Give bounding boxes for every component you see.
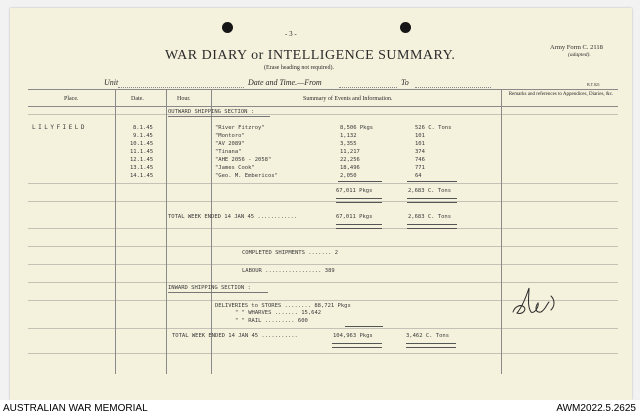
form-title: WAR DIARY or INTELLIGENCE SUMMARY. (165, 48, 456, 63)
row-rule (28, 264, 618, 265)
outward-pkgs: 3,355 (340, 141, 357, 147)
inward-total-pkgs-double-rule (332, 343, 382, 348)
row-rule (28, 201, 618, 202)
outward-date: 9.1.45 (133, 133, 153, 139)
outward-date: 10.1.45 (130, 141, 154, 147)
column-header-remarks: Remarks and references to Appendices, Diaries, &c. (508, 92, 614, 97)
inward-sum-rule (345, 326, 383, 327)
outward-total-tons: 2,683 C. Tons (408, 214, 452, 220)
outward-subtotal-pkgs: 67,011 Pkgs (336, 188, 373, 194)
outward-date: 8.1.45 (133, 125, 153, 131)
outward-subtotal-tons: 2,683 C. Tons (408, 188, 452, 194)
column-header-hour: Hour. (177, 96, 191, 102)
archive-footer (0, 400, 640, 417)
subtotal-tons-double-rule (407, 198, 457, 203)
inward-total-tons-double-rule (406, 343, 456, 348)
outward-date: 14.1.45 (130, 173, 154, 179)
outward-ship: "AHE 2056 - 2058" (215, 157, 272, 163)
table-top-rule (28, 89, 618, 90)
inward-total-label: TOTAL WEEK ENDED 14 JAN 45 ........... (172, 333, 298, 339)
outward-heading-underline (168, 116, 270, 117)
pkgs-sum-rule (338, 181, 382, 182)
row-rule (28, 183, 618, 184)
row-rule (28, 353, 618, 354)
column-header-place: Place. (64, 96, 79, 102)
row-rule (28, 114, 618, 115)
outward-ship: "Tinana" (215, 149, 242, 155)
outward-tons: 101 (415, 141, 425, 147)
outward-pkgs: 1,132 (340, 133, 357, 139)
unit-label: Unit (104, 78, 119, 87)
labour-count: LABOUR ................. 389 (242, 268, 335, 274)
outward-ship: "River Fitzroy" (215, 125, 265, 131)
row-rule (28, 246, 618, 247)
outward-date: 13.1.45 (130, 165, 154, 171)
place-lilyfield: LILYFIELD (32, 124, 88, 131)
outward-date: 11.1.45 (130, 149, 154, 155)
outward-ship: "Geo. M. Embericos" (215, 173, 278, 179)
outward-date: 12.1.45 (130, 157, 154, 163)
row-rule (28, 228, 618, 229)
inward-total-pkgs: 104,963 Pkgs (333, 333, 373, 339)
outward-pkgs: 18,496 (340, 165, 360, 171)
header-bottom-rule (28, 106, 618, 107)
outward-total-label: TOTAL WEEK ENDED 14 JAN 45 ............ (168, 214, 298, 220)
col-divider-1 (115, 89, 116, 374)
outward-ship: "Montoro" (215, 133, 245, 139)
deliveries-rail: " " RAIL ......... 600 (235, 318, 308, 324)
diary-page (10, 8, 632, 400)
unit-line (118, 87, 244, 88)
deliveries-wharves: " " WHARVES ....... 15,642 (235, 310, 322, 316)
col-divider-4 (501, 89, 502, 374)
from-line (339, 87, 397, 88)
form-code: B.T.821 (587, 82, 600, 87)
column-header-summary: Summary of Events and Information. (303, 96, 393, 102)
tons-sum-rule (407, 181, 457, 182)
inward-heading-underline (168, 292, 268, 293)
col-divider-2 (166, 89, 167, 374)
page-number: - 3 - (285, 30, 297, 38)
outward-pkgs: 11,217 (340, 149, 360, 155)
total-tons-double-rule (407, 224, 457, 229)
form-reference: Army Form C. 2118 (550, 44, 603, 51)
col-divider-3 (211, 89, 212, 374)
deliveries-stores: DELIVERIES to STORES ........ 88,721 Pkgs (215, 303, 351, 309)
outward-ship: "AV 2089" (215, 141, 245, 147)
outward-pkgs: 22,256 (340, 157, 360, 163)
to-line (415, 87, 491, 88)
inward-total-tons: 3,462 C. Tons (406, 333, 450, 339)
outward-tons: 101 (415, 133, 425, 139)
outward-tons: 771 (415, 165, 425, 171)
form-adapted: (adapted). (568, 52, 591, 58)
archive-name: AUSTRALIAN WAR MEMORIAL (3, 403, 148, 414)
to-label: To (401, 78, 409, 87)
subtotal-pkgs-double-rule (336, 198, 382, 203)
column-header-date: Date. (131, 96, 144, 102)
outward-tons: 64 (415, 173, 422, 179)
form-subtitle: (Erase heading not required). (264, 65, 334, 71)
outward-ship: "James Cook" (215, 165, 255, 171)
archive-reference: AWM2022.5.2625 (556, 403, 636, 414)
outward-tons: 526 C. Tons (415, 125, 452, 131)
outward-heading: OUTWARD SHIPPING SECTION : (168, 109, 255, 115)
outward-pkgs: 8,506 Pkgs (340, 125, 374, 131)
row-rule (28, 328, 618, 329)
outward-tons: 374 (415, 149, 425, 155)
total-pkgs-double-rule (336, 224, 382, 229)
punch-hole-right (400, 22, 411, 33)
punch-hole-left (222, 22, 233, 33)
outward-pkgs: 2,050 (340, 173, 357, 179)
inward-heading: INWARD SHIPPING SECTION : (168, 285, 251, 291)
outward-tons: 746 (415, 157, 425, 163)
date-time-label: Date and Time.—From (248, 78, 322, 87)
completed-shipments: COMPLETED SHIPMENTS ....... 2 (242, 250, 339, 256)
outward-total-pkgs: 67,011 Pkgs (336, 214, 373, 220)
signature (505, 276, 565, 321)
